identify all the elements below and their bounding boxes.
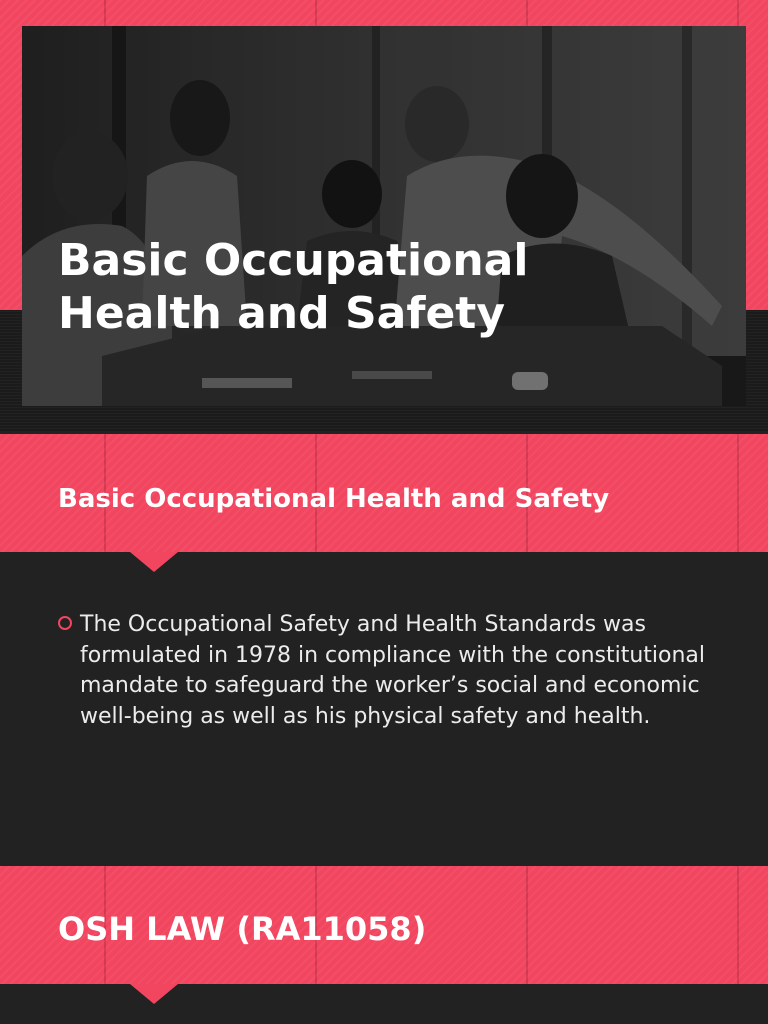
slide-heading: OSH LAW (RA11058) xyxy=(58,910,427,948)
header-notch xyxy=(130,552,178,572)
slide-title: Basic Occupational Health and Safety xyxy=(58,235,529,339)
slide-heading: Basic Occupational Health and Safety xyxy=(58,484,610,514)
slide-header xyxy=(0,434,768,552)
title-slide xyxy=(0,0,768,432)
header-notch xyxy=(130,984,178,1004)
meeting-photo-illustration xyxy=(22,26,746,406)
circle-bullet-icon xyxy=(58,616,72,630)
slide-header xyxy=(0,866,768,984)
bullet-list xyxy=(58,610,708,732)
bullet-item: The Occupational Safety and Health Standards was formulated in 1978 in compliance with the constitutional mandate to safeguard the worker’s social and economic well-being as well as his physical safety and health. xyxy=(80,612,706,729)
content-slide xyxy=(0,434,768,866)
meeting-photo xyxy=(22,26,746,406)
section-slide xyxy=(0,866,768,1024)
